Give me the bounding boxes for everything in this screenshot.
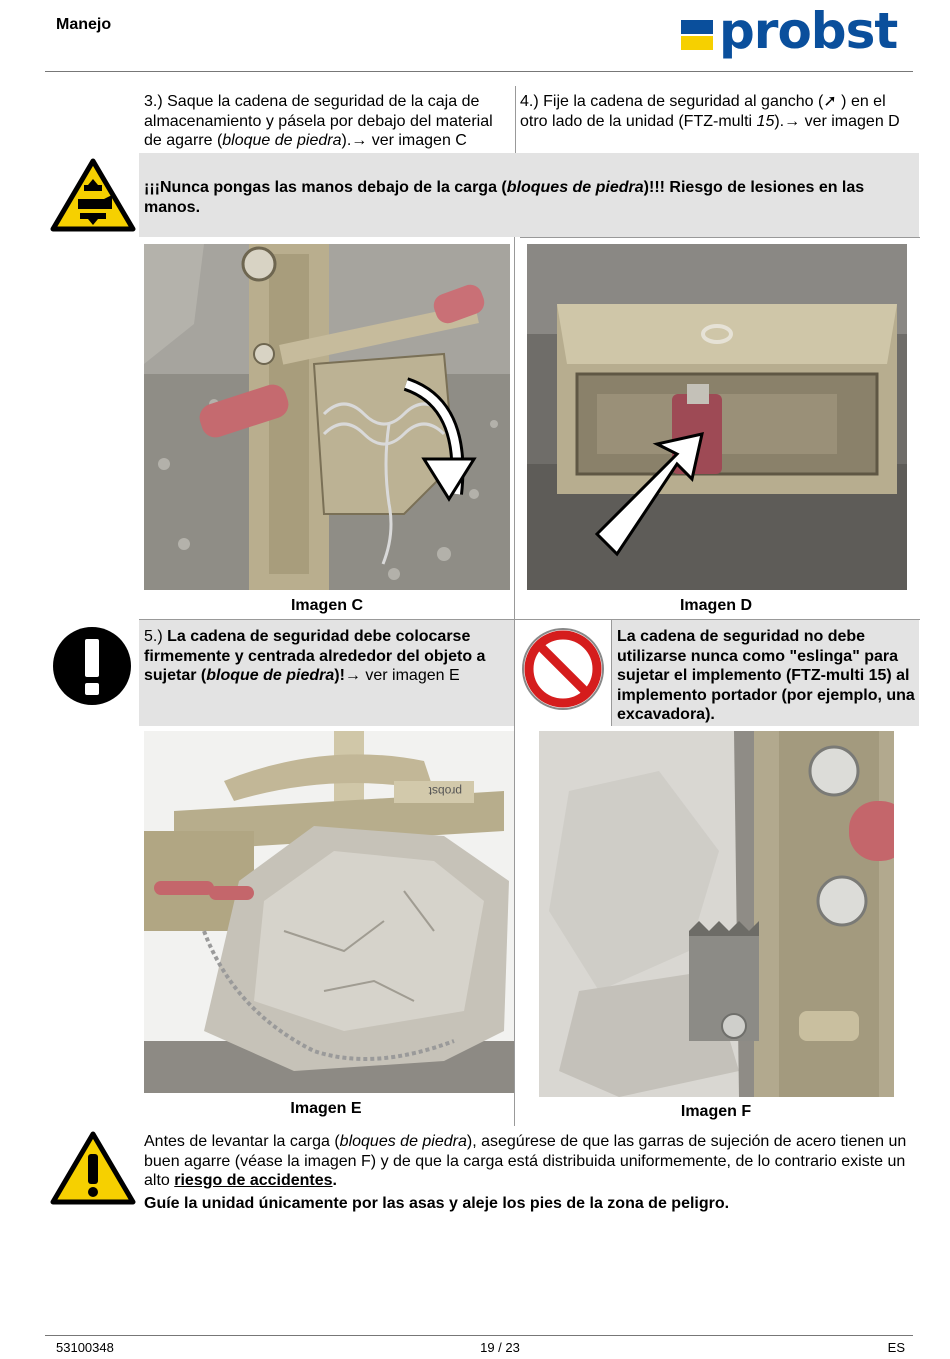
image-e-brand-label: probst [428, 784, 462, 798]
prohibition-text: La cadena de seguridad no debe utilizarse nunca como "eslinga" para sujetar el implemento (FTZ-multi 15) al implemento portador (por ejemplo, una excavadora). [617, 628, 915, 723]
image-c-photo [144, 244, 510, 590]
step-5-text: 5.) La cadena de seguridad debe colocarse firmemente y centrada alrededor del objeto a sujetar (bloque de piedra)!→ ver imagen E [144, 628, 486, 684]
footer-page-number: 19 / 23 [480, 1340, 520, 1355]
step-3-text: 3.) Saque la cadena de seguridad de la caja de almacenamiento y pásela por debajo del material de agarre (bloque de piedra).→ ver imagen C [144, 93, 493, 149]
step-4-text: 4.) Fije la cadena de seguridad al gancho (➚ ) en el otro lado de la unidad (FTZ-multi 15).→ ver imagen D [520, 93, 900, 130]
image-e-caption: Imagen E [290, 1100, 362, 1117]
prohibition-icon-divider [611, 620, 612, 726]
arrow-up-right-icon: ➚ [823, 93, 837, 110]
image-divider-bottom [514, 620, 515, 1126]
logo-blue-bar [681, 20, 713, 34]
image-c-caption: Imagen C [290, 597, 363, 614]
image-f-photo [539, 731, 894, 1097]
image-f-caption: Imagen F [680, 1103, 752, 1120]
caution-text: Antes de levantar la carga (bloques de piedra), asegúrese de que las garras de sujeción de acero tienen un buen agarre (véase la imagen F) y de que la carga está distribuida uniformemente, de lo contrario existe un alto riesgo de accidentes. [144, 1133, 907, 1189]
footer-language: ES [887, 1340, 905, 1355]
probst-logo [681, 2, 906, 68]
accident-risk-emphasis: riesgo de accidentes [174, 1172, 333, 1189]
image-d-caption: Imagen D [679, 597, 752, 614]
footer-rule [45, 1335, 913, 1336]
column-divider [515, 86, 516, 153]
header-rule [45, 71, 913, 72]
warning-triangle-icon [50, 1130, 136, 1206]
logo-yellow-bar [681, 36, 713, 50]
footer-doc-number: 53100348 [56, 1340, 114, 1355]
image-d-top-rule [520, 237, 920, 238]
image-divider-top [514, 237, 515, 619]
hand-crush-warning-icon [50, 157, 136, 233]
logo-text: probst [719, 2, 898, 60]
image-d-photo [527, 244, 907, 590]
caution-bold-line: Guíe la unidad únicamente por las asas y aleje los pies de la zona de peligro. [144, 1195, 730, 1212]
prohibition-icon [520, 626, 606, 712]
image-e-photo [144, 731, 514, 1093]
mandatory-exclamation-icon [52, 626, 132, 706]
section-title: Manejo [56, 16, 112, 33]
hand-warning-text: ¡¡¡Nunca pongas las manos debajo de la carga (bloques de piedra)!!! Riesgo de lesiones en las manos. [144, 179, 865, 216]
